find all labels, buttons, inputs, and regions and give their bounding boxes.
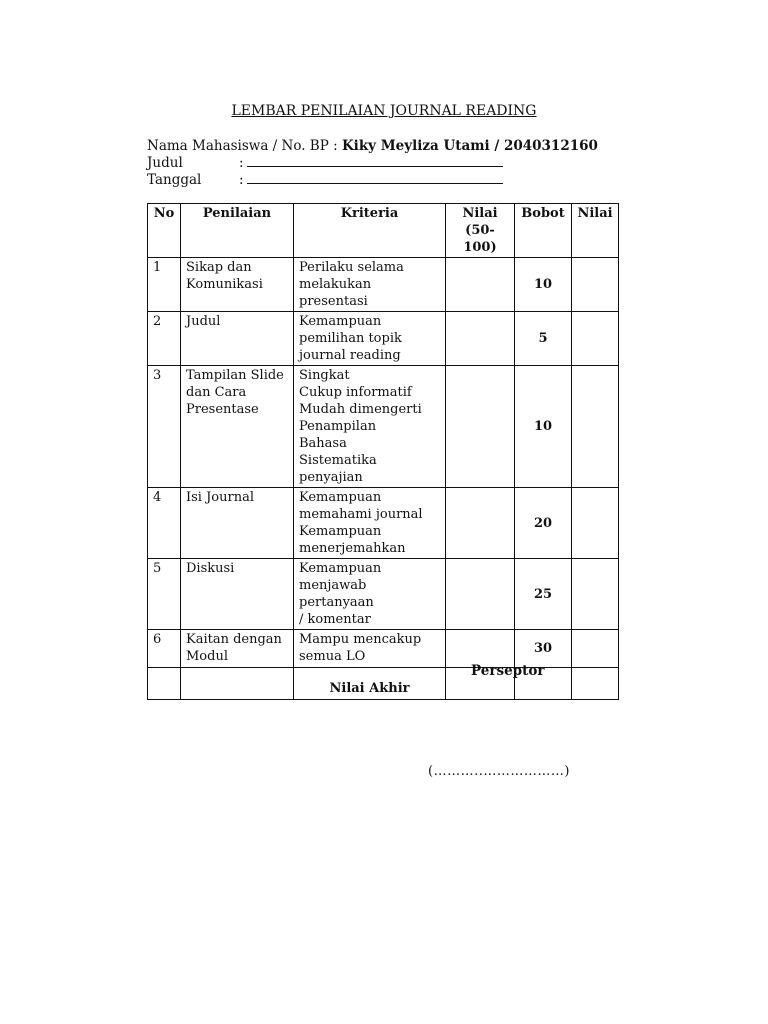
table-row [148, 312, 619, 366]
row-no: 5 [148, 559, 181, 630]
row-kriteria [294, 258, 446, 312]
kriteria-line: journal reading [299, 348, 401, 363]
penilaian-line: Modul [186, 649, 228, 664]
kriteria-line: menerjemahkan [299, 541, 406, 556]
row-nilai-input[interactable] [572, 312, 619, 366]
row-penilaian [181, 559, 294, 630]
table-row [148, 366, 619, 488]
kriteria-line: melakukan presentasi [299, 277, 372, 309]
row-no: 1 [148, 258, 181, 312]
row-nilai-input[interactable] [572, 366, 619, 488]
kriteria-line: Kemampuan [299, 314, 382, 329]
row-bobot: 10 [515, 366, 572, 488]
row-kriteria [294, 559, 446, 630]
row-bobot: 20 [515, 488, 572, 559]
judul-label: Judul [147, 155, 183, 171]
tanggal-line [147, 172, 503, 188]
penilaian-line: Presentase [186, 402, 259, 417]
row-nilai-range-input[interactable] [446, 559, 515, 630]
row-kriteria [294, 630, 446, 668]
row-nilai-range-input[interactable] [446, 312, 515, 366]
row-bobot: 5 [515, 312, 572, 366]
header-penilaian: Penilaian [181, 204, 294, 258]
signature-placeholder: (………..………………) [428, 764, 570, 779]
kriteria-line: Kemampuan [299, 561, 382, 576]
footer-nilai-cell[interactable] [572, 668, 619, 700]
header-nilai-range [446, 204, 515, 258]
kriteria-line: Perilaku selama [299, 260, 404, 275]
row-nilai-input[interactable] [572, 258, 619, 312]
table-header-row [148, 204, 619, 258]
row-no: 4 [148, 488, 181, 559]
table-row [148, 488, 619, 559]
penilaian-line: dan Cara [186, 385, 247, 400]
penilaian-line: Diskusi [186, 561, 235, 576]
footer-no-cell [148, 668, 181, 700]
penilaian-line: Isi Journal [186, 490, 255, 505]
kriteria-line: / komentar [299, 612, 371, 627]
nilai-akhir-label: Nilai Akhir [294, 668, 446, 700]
table-footer-row [148, 668, 619, 700]
row-no: 6 [148, 630, 181, 668]
kriteria-line: Mudah dimengerti [299, 402, 422, 417]
penilaian-line: Kaitan dengan [186, 632, 282, 647]
judul-colon: : [239, 155, 244, 171]
row-nilai-input[interactable] [572, 488, 619, 559]
row-no: 2 [148, 312, 181, 366]
row-kriteria [294, 366, 446, 488]
kriteria-line: menjawab pertanyaan [299, 578, 374, 610]
table-row [148, 258, 619, 312]
kriteria-line: Kemampuan [299, 490, 382, 505]
document-title: LEMBAR PENILAIAN JOURNAL READING [231, 103, 537, 119]
kriteria-line: Mampu mencakup [299, 632, 422, 647]
row-penilaian [181, 630, 294, 668]
penilaian-line: Sikap dan [186, 260, 252, 275]
kriteria-line: Penampilan [299, 419, 377, 434]
row-penilaian [181, 258, 294, 312]
row-no: 3 [148, 366, 181, 488]
row-kriteria [294, 488, 446, 559]
student-value: Kiky Meyliza Utami / 2040312160 [341, 138, 598, 154]
kriteria-line: semua LO [299, 649, 366, 664]
penilaian-line: Judul [186, 314, 221, 329]
table-row [148, 630, 619, 668]
penilaian-line: Komunikasi [186, 277, 263, 292]
row-bobot: 30 [515, 630, 572, 668]
kriteria-line: Singkat [299, 368, 350, 383]
row-kriteria [294, 312, 446, 366]
footer-penilaian-cell [181, 668, 294, 700]
tanggal-colon: : [239, 172, 244, 188]
row-nilai-range-input[interactable] [446, 366, 515, 488]
kriteria-line: pemilihan topik [299, 331, 402, 346]
row-nilai-input[interactable] [572, 559, 619, 630]
student-info-line [147, 138, 598, 154]
perseptor-label: Perseptor [471, 663, 545, 679]
row-nilai-input[interactable] [572, 630, 619, 668]
kriteria-line: Bahasa [299, 436, 347, 451]
tanggal-blank-field[interactable] [247, 172, 503, 184]
header-no: No [148, 204, 181, 258]
header-bobot: Bobot [515, 204, 572, 258]
header-nilai-range-line1: Nilai [462, 206, 498, 221]
row-bobot: 10 [515, 258, 572, 312]
kriteria-line: Sistematika penyajian [299, 453, 377, 485]
row-nilai-range-input[interactable] [446, 488, 515, 559]
row-bobot: 25 [515, 559, 572, 630]
row-penilaian [181, 366, 294, 488]
student-label: Nama Mahasiswa / No. BP : [147, 138, 338, 154]
judul-blank-field[interactable] [247, 155, 503, 167]
row-penilaian [181, 488, 294, 559]
kriteria-line: Kemampuan [299, 524, 382, 539]
table-row [148, 559, 619, 630]
grading-table [147, 203, 619, 700]
row-nilai-range-input[interactable] [446, 630, 515, 668]
row-nilai-range-input[interactable] [446, 258, 515, 312]
kriteria-line: memahami journal [299, 507, 423, 522]
kriteria-line: Cukup informatif [299, 385, 412, 400]
judul-line [147, 155, 503, 171]
header-nilai-range-line2: (50-100) [463, 223, 497, 255]
penilaian-line: Tampilan Slide [186, 368, 284, 383]
header-nilai: Nilai [572, 204, 619, 258]
header-kriteria: Kriteria [294, 204, 446, 258]
tanggal-label: Tanggal [147, 172, 202, 188]
row-penilaian [181, 312, 294, 366]
